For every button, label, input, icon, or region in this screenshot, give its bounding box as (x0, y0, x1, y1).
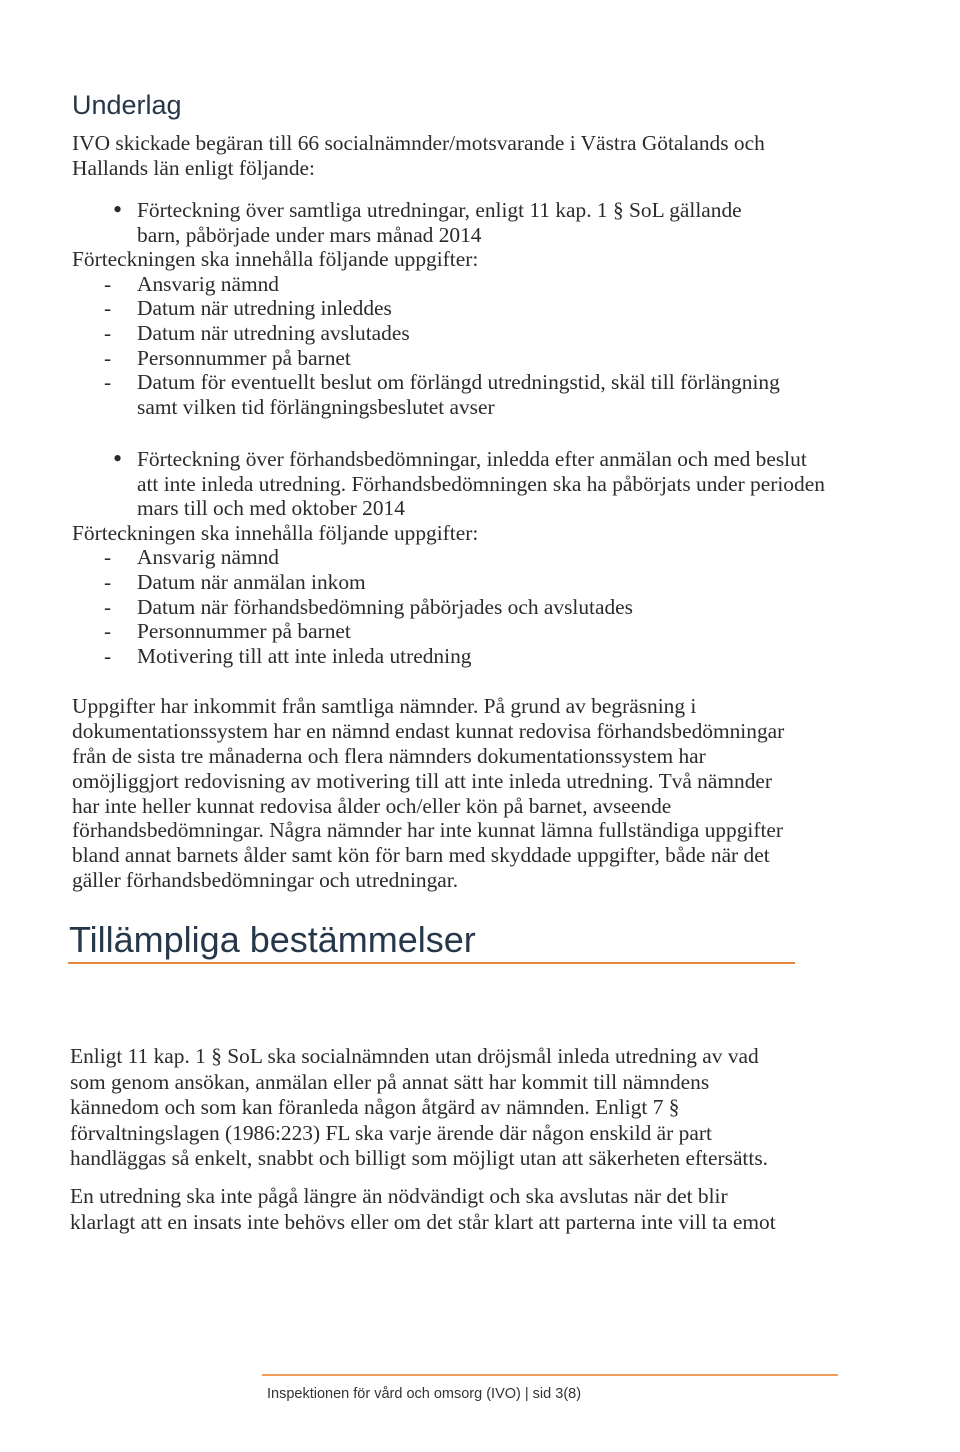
dash-marker: - (104, 594, 112, 619)
field-item (72, 644, 825, 669)
dash-marker: - (104, 296, 112, 321)
field-item (72, 545, 825, 570)
field-item-text: Ansvarig nämnd (137, 271, 279, 296)
field-item-text: Ansvarig nämnd (137, 545, 279, 570)
field-item (72, 619, 825, 644)
bullet-marker: • (113, 195, 123, 224)
paragraph-line: som genom ansökan, anmälan eller på annat sätt har kommit till nämndens (70, 1069, 710, 1094)
section-heading-underlag: Underlag (72, 90, 182, 120)
paragraph-line: handläggas så enkelt, snabbt och billigt som möjligt utan att säkerheten eftersätts. (70, 1146, 768, 1170)
field-item (72, 595, 825, 620)
field-item (72, 296, 780, 321)
intro-paragraph (72, 131, 765, 181)
field-item-text: Motivering till att inte inleda utredning (137, 643, 472, 668)
field-item-text: Datum för eventuellt beslut om förlängd utredningstid, skäl till förlängning (137, 370, 780, 395)
field-item-text: Personnummer på barnet (137, 345, 351, 370)
bullet-item (72, 444, 825, 473)
paragraph-line: bland annat barnets ålder samt kön för barn med skyddade uppgifter, både när det (72, 843, 770, 868)
paragraph-line: har inte heller kunnat redovisa ålder och/eller kön på barnet, avseende (72, 793, 672, 818)
paragraph-line: Enligt 11 kap. 1 § SoL ska socialnämnden utan dröjsmål inleda utredning av vad (70, 1044, 759, 1068)
bullet-text-continuation: barn, påbörjade under mars månad 2014 (137, 222, 482, 247)
field-item-text: Datum när anmälan inkom (137, 569, 366, 594)
heading-underline-rule (68, 962, 795, 964)
paragraph-line: gäller förhandsbedömningar och utredningar. (72, 868, 459, 893)
footer-rule (262, 1374, 838, 1376)
bullet-marker: • (113, 444, 123, 473)
bullet-text: Förteckning över förhandsbedömningar, inledda efter anmälan och med beslut (137, 447, 807, 471)
dash-marker: - (104, 370, 112, 395)
field-item (72, 570, 825, 595)
bullet-text: Förteckning över samtliga utredningar, enligt 11 kap. 1 § SoL gällande (137, 198, 742, 222)
paragraph-line: Uppgifter har inkommit från samtliga nämnder. På grund av begräsning i (72, 694, 697, 718)
field-item-text: Datum när utredning avslutades (137, 320, 410, 345)
bullet-item (72, 195, 780, 224)
bullet-text-continuation: mars till och med oktober 2014 (137, 496, 405, 521)
paragraph-line: förvaltningslagen (1986:223) FL ska varje ärende där någon enskild är part (70, 1120, 712, 1145)
paragraph-line: Hallands län enligt följande: (72, 156, 315, 180)
dash-marker: - (104, 643, 112, 668)
field-list-intro: Förteckningen ska innehålla följande uppgifter: (72, 247, 479, 272)
section-heading-tillampliga-bestammelser: Tillämpliga bestämmelser (69, 919, 476, 960)
field-item (72, 370, 780, 395)
field-item (72, 321, 780, 346)
field-list-intro: Förteckningen ska innehålla följande uppgifter: (72, 520, 479, 545)
legal-paragraph-1 (70, 1044, 768, 1172)
paragraph-line: IVO skickade begäran till 66 socialnämnder/motsvarande i Västra Götalands och (72, 131, 765, 155)
result-paragraph (72, 694, 784, 893)
bullet-text-continuation: att inte inleda utredning. Förhandsbedömningen ska ha påbörjats under perioden (137, 471, 825, 496)
field-item (72, 272, 780, 297)
field-item-text: Datum när förhandsbedömning påbörjades och avslutades (137, 594, 634, 619)
page-footer: Inspektionen för vård och omsorg (IVO) | sid 3(8) (267, 1386, 582, 1402)
paragraph-line: kännedom och som kan föranleda någon åtgärd av nämnden. Enligt 7 § (70, 1095, 680, 1119)
dash-marker: - (104, 345, 112, 370)
paragraph-line: En utredning ska inte pågå längre än nödvändigt och ska avslutas när det blir (70, 1184, 728, 1208)
field-item-text-continuation: samt vilken tid förlängningsbeslutet avser (137, 394, 495, 419)
paragraph-line: från de sista tre månaderna och flera nämnders dokumentationssystem har (72, 743, 706, 768)
dash-marker: - (104, 320, 112, 345)
field-item-text: Personnummer på barnet (137, 619, 351, 644)
dash-marker: - (104, 619, 112, 644)
paragraph-line: dokumentationssystem har en nämnd endast kunnat redovisa förhandsbedömningar (72, 718, 785, 743)
dash-marker: - (104, 271, 112, 296)
dash-marker: - (104, 569, 112, 594)
field-item-text: Datum när utredning inleddes (137, 296, 392, 321)
paragraph-line: omöjliggjort redovisning av motivering till att inte inleda utredning. Två nämnder (72, 768, 773, 793)
request-list-utredningar (72, 195, 780, 419)
field-item (72, 346, 780, 371)
paragraph-line: klarlagt att en insats inte behövs eller om det står klart att parterna inte vill ta emot (70, 1210, 776, 1234)
paragraph-line: förhandsbedömningar. Några nämnder har inte kunnat lämna fullständiga uppgifter (72, 818, 784, 843)
request-list-forhandsbedomningar (72, 444, 825, 668)
legal-paragraph-2 (70, 1183, 776, 1235)
dash-marker: - (104, 545, 112, 570)
